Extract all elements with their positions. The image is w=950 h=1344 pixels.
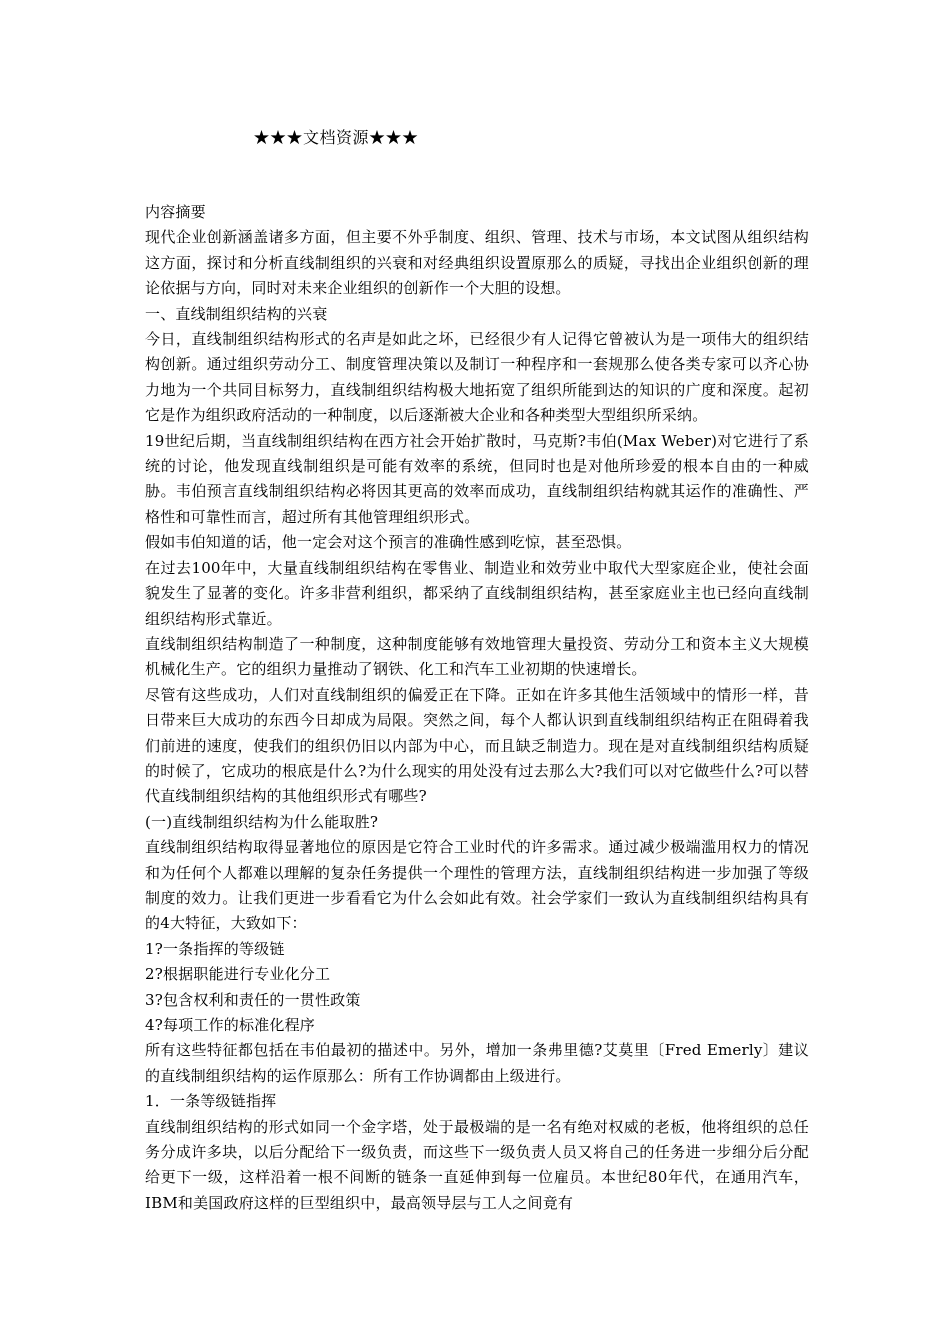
body-paragraph: 所有这些特征都包括在韦伯最初的描述中。另外，增加一条弗里德?艾莫里〔Fred Emerly〕建议的直线制组织结构的运作原那么：所有工作协调都由上级进行。 bbox=[145, 1041, 809, 1085]
document-body bbox=[145, 200, 809, 1216]
body-paragraph: 直线制组织结构制造了一种制度，这种制度能够有效地管理大量投资、劳动分工和资本主义大规模机械化生产。它的组织力量推动了钢铁、化工和汽车工业初期的快速增长。 bbox=[145, 634, 809, 679]
subsection-heading: 1．一条等级链指挥 bbox=[145, 1092, 277, 1111]
body-paragraph: 尽管有这些成功，人们对直线制组织的偏爱正在下降。正如在许多其他生活领域中的情形一样，昔日带来巨大成功的东西今日却成为局限。突然之间，每个人都认识到直线制组织结构正在阻碍着我们前进的速度，使我们的组织仍旧以内部为中心，而且缺乏制造力。现在是对直线制组织结构质疑的时候了，它成功的根底是什么?为什么现实的用处没有过去那么大?我们可以对它做些什么?可以替代直线制组织结构的其他组织形式有哪些? bbox=[145, 685, 809, 806]
abstract-heading: 内容摘要 bbox=[145, 203, 206, 221]
list-item: 1?一条指挥的等级链 bbox=[145, 939, 285, 958]
document-header: ★★★文档资源★★★ bbox=[253, 128, 419, 147]
body-paragraph: 今日，直线制组织结构形式的名声是如此之坏，已经很少有人记得它曾被认为是一项伟大的组织结构创新。通过组织劳动分工、制度管理决策以及制订一种程序和一套规那么使各类专家可以齐心协力地为一个共同目标努力，直线制组织结构极大地拓宽了组织所能到达的知识的广度和深度。起初它是作为组织政府活动的一种制度，以后逐渐被大企业和各种类型大型组织所采纳。 bbox=[145, 330, 809, 425]
list-item: 3?包含权利和责任的一贯性政策 bbox=[145, 990, 361, 1009]
list-item: 2?根据职能进行专业化分工 bbox=[145, 965, 331, 984]
body-paragraph: 直线制组织结构取得显著地位的原因是它符合工业时代的许多需求。通过减少极端滥用权力的情况和为任何个人都难以理解的复杂任务提供一个理性的管理方法，直线制组织结构进一步加强了等级制度的效力。让我们更进一步看看它为什么会如此有效。社会学家们一致认为直线制组织结构具有的4大特征，大致如下： bbox=[145, 838, 809, 933]
body-paragraph: 假如韦伯知道的话，他一定会对这个预言的准确性感到吃惊，甚至恐惧。 bbox=[145, 533, 632, 552]
body-paragraph: 在过去100年中，大量直线制组织结构在零售业、制造业和效劳业中取代大型家庭企业，使社会面貌发生了显著的变化。许多非营利组织，都采纳了直线制组织结构，甚至家庭业主也已经向直线制组织结构形式靠近。 bbox=[145, 558, 809, 628]
section-heading: 一、直线制组织结构的兴衰 bbox=[145, 304, 328, 323]
subsection-heading: (一)直线制组织结构为什么能取胜? bbox=[145, 812, 379, 831]
list-item: 4?每项工作的标准化程序 bbox=[145, 1016, 315, 1034]
body-paragraph: 19世纪后期，当直线制组织结构在西方社会开始扩散时，马克斯?韦伯(Max Weber)对它进行了系统的讨论，他发现直线制组织是可能有效率的系统，但同时也是对他所珍爱的根本自由的一种威胁。韦伯预言直线制组织结构必将因其更高的效率而成功，直线制组织结构就其运作的准确性、严格性和可靠性而言，超过所有其他管理组织形式。 bbox=[145, 431, 809, 526]
abstract-paragraph: 现代企业创新涵盖诸多方面，但主要不外乎制度、组织、管理、技术与市场，本文试图从组织结构这方面，探讨和分析直线制组织的兴衰和对经典组织设置原那么的质疑，寻找出企业组织创新的理论依据与方向，同时对未来企业组织的创新作一个大胆的设想。 bbox=[145, 228, 809, 298]
body-paragraph: 直线制组织结构的形式如同一个金字塔，处于最极端的是一名有绝对权威的老板，他将组织的总任务分成许多块，以后分配给下一级负责，而这些下一级负责人员又将自己的任务进一步细分后分配给更下一级，这样沿着一根不间断的链条一直延伸到每一位雇员。本世纪80年代，在通用汽车，IBM和美国政府这样的巨型组织中，最高领导层与工人之间竟有 bbox=[145, 1117, 809, 1212]
